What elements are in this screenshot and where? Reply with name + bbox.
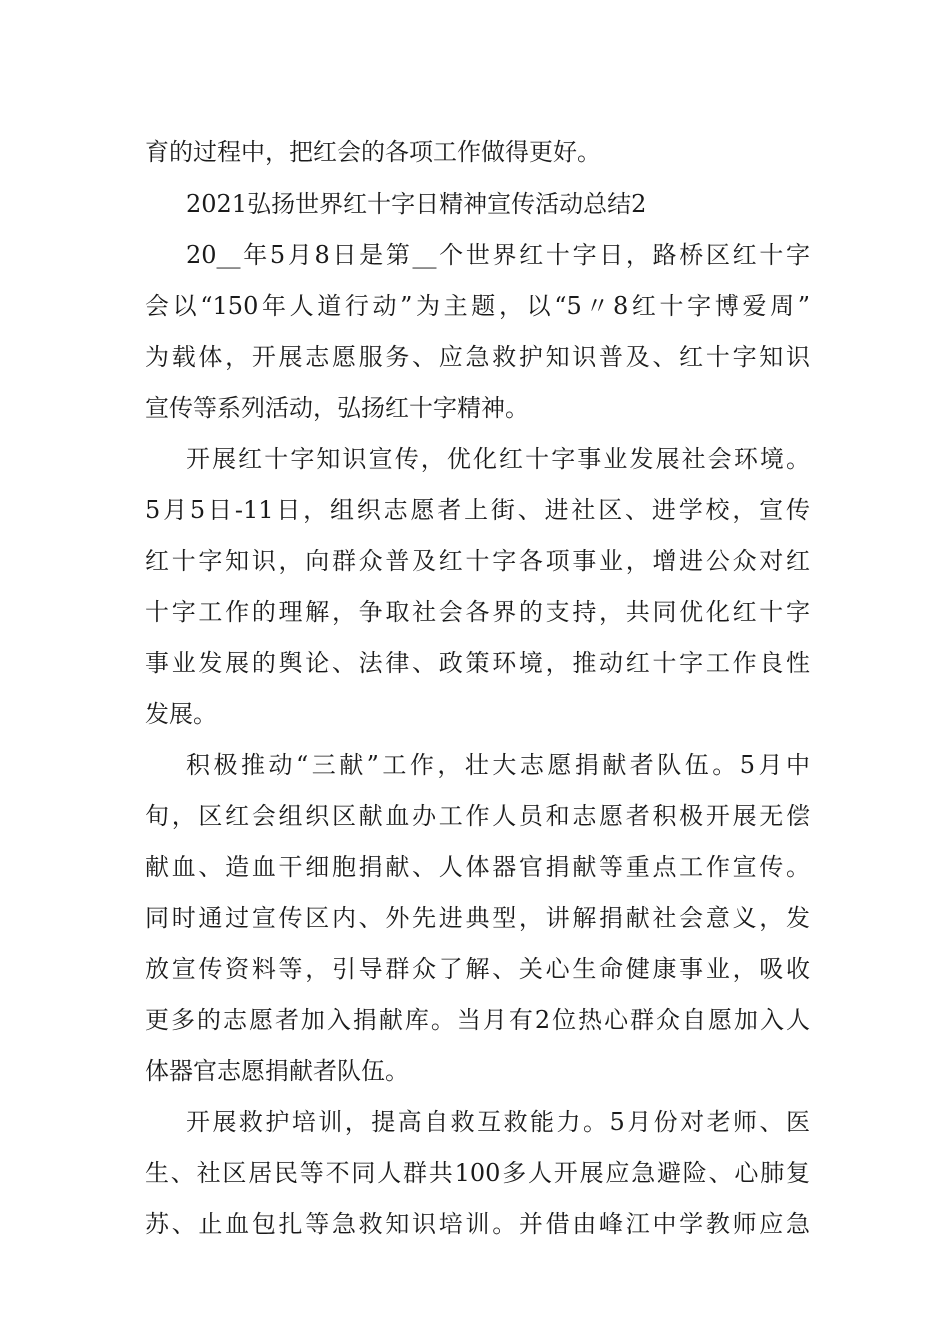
body-line: 宣传等系列活动，弘扬红十字精神。 [145,394,529,422]
body-line: 体器官志愿捐献者队伍。 [145,1057,409,1085]
body-line: 事业发展的舆论、法律、政策环境，推动红十字工作良性 [145,649,810,677]
body-line: 旬，区红会组织区献血办工作人员和志愿者积极开展无偿 [145,802,810,830]
paragraph-start-line: 20__年5月8日是第__个世界红十字日，路桥区红十字 [186,241,810,269]
section-heading: 2021弘扬世界红十字日精神宣传活动总结2 [186,190,647,218]
paragraph-start-line: 积极推动“三献”工作，壮大志愿捐献者队伍。5月中 [186,751,810,779]
body-line: 献血、造血干细胞捐献、人体器官捐献等重点工作宣传。 [145,853,810,881]
body-line: 5月5日-11日，组织志愿者上街、进社区、进学校，宣传 [145,496,810,524]
body-line: 生、社区居民等不同人群共100多人开展应急避险、心肺复 [145,1159,810,1187]
body-line: 更多的志愿者加入捐献库。当月有2位热心群众自愿加入人 [145,1006,810,1034]
body-line: 放宣传资料等，引导群众了解、关心生命健康事业，吸收 [145,955,810,983]
body-line: 发展。 [145,700,217,728]
body-line: 苏、止血包扎等急救知识培训。并借由峰江中学教师应急 [145,1210,810,1238]
body-line: 为载体，开展志愿服务、应急救护知识普及、红十字知识 [145,343,810,371]
body-line: 红十字知识，向群众普及红十字各项事业，增进公众对红 [145,547,810,575]
body-line: 会以“150年人道行动”为主题，以“5〃8红十字博爱周” [145,292,810,320]
paragraph-start-line: 开展红十字知识宣传，优化红十字事业发展社会环境。 [186,445,810,473]
body-line: 十字工作的理解，争取社会各界的支持，共同优化红十字 [145,598,810,626]
body-line: 同时通过宣传区内、外先进典型，讲解捐献社会意义，发 [145,904,810,932]
paragraph-start-line: 开展救护培训，提高自救互救能力。5月份对老师、医 [186,1108,810,1136]
body-line: 育的过程中，把红会的各项工作做得更好。 [145,138,601,166]
